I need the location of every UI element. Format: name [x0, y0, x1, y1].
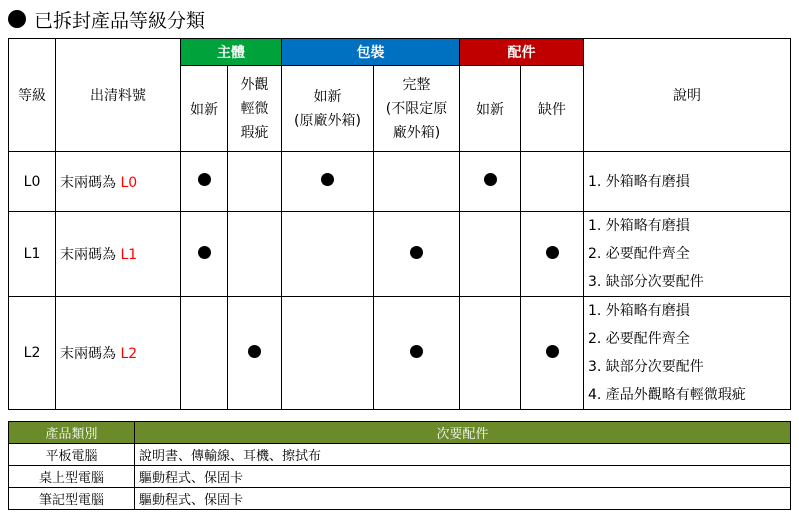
subheader-line: 如新	[313, 88, 342, 105]
desc-cell	[584, 152, 791, 212]
empty-cell	[521, 152, 584, 212]
empty-cell	[228, 212, 282, 297]
desc-line: 3. 缺部分次要配件	[588, 274, 704, 290]
items-cell: 說明書、傳輸線、耳機、擦拭布	[135, 444, 791, 466]
grade-table	[8, 38, 791, 410]
subheader-body-flaw	[228, 66, 282, 152]
items-cell: 驅動程式、保固卡	[135, 488, 791, 510]
table-row	[9, 152, 791, 212]
bullet-dot-icon	[410, 246, 423, 259]
code-cell	[56, 297, 181, 410]
empty-cell	[460, 212, 521, 297]
desc-cell	[584, 212, 791, 297]
bullet-dot-icon	[484, 173, 497, 186]
check-cell	[374, 297, 460, 410]
header-code: 出清料號	[56, 39, 181, 152]
check-cell	[228, 297, 282, 410]
code-suffix: L1	[120, 247, 138, 263]
subheader-package-complete	[374, 66, 460, 152]
empty-cell	[181, 297, 228, 410]
code-suffix: L2	[120, 346, 138, 362]
accessory-header-items: 次要配件	[135, 422, 791, 444]
subheader-accessory-missing: 缺件	[521, 66, 584, 152]
desc-cell	[584, 297, 791, 410]
bullet-dot-icon	[410, 345, 423, 358]
category-cell: 桌上型電腦	[9, 466, 135, 488]
code-prefix: 末兩碼為	[60, 346, 121, 362]
code-suffix: L0	[120, 174, 138, 191]
subheader-accessory-new: 如新	[460, 66, 521, 152]
grade-cell: L0	[9, 152, 56, 212]
subheader-body-new: 如新	[181, 66, 228, 152]
header-desc: 說明	[584, 39, 791, 152]
bullet-dot-icon	[198, 173, 211, 186]
empty-cell	[228, 152, 282, 212]
check-cell	[521, 297, 584, 410]
bullet-dot-icon	[546, 345, 559, 358]
bullet-dot-icon	[546, 246, 559, 259]
page-title	[8, 6, 205, 32]
empty-cell	[374, 152, 460, 212]
header-accessory: 配件	[460, 39, 584, 66]
check-cell	[181, 152, 228, 212]
header-body: 主體	[181, 39, 282, 66]
table-row	[9, 488, 791, 510]
accessory-table	[8, 421, 791, 510]
bullet-icon	[8, 10, 26, 28]
check-cell	[374, 212, 460, 297]
subheader-line: 輕微	[240, 100, 269, 117]
desc-line: 2. 必要配件齊全	[588, 331, 690, 347]
desc-line: 2. 必要配件齊全	[588, 246, 690, 262]
subheader-line: 廠外箱)	[392, 124, 441, 141]
accessory-header-category: 產品類別	[9, 422, 135, 444]
subheader-line: 瑕疵	[240, 124, 269, 141]
category-cell: 平板電腦	[9, 444, 135, 466]
table-row	[9, 212, 791, 297]
check-cell	[521, 212, 584, 297]
empty-cell	[282, 212, 374, 297]
table-row	[9, 297, 791, 410]
bullet-dot-icon	[321, 173, 334, 186]
header-grade: 等級	[9, 39, 56, 152]
table-row	[9, 444, 791, 466]
subheader-line: (原廠外箱)	[294, 112, 361, 129]
desc-line: 1. 外箱略有磨損	[588, 303, 690, 319]
desc-line: 1. 外箱略有磨損	[588, 173, 690, 190]
desc-line: 3. 缺部分次要配件	[588, 359, 704, 375]
empty-cell	[460, 297, 521, 410]
bullet-dot-icon	[248, 345, 261, 358]
code-prefix: 末兩碼為	[60, 174, 121, 191]
code-cell	[56, 212, 181, 297]
code-prefix: 末兩碼為	[60, 247, 121, 263]
subheader-package-new	[282, 66, 374, 152]
subheader-line: 外觀	[240, 76, 269, 93]
category-cell: 筆記型電腦	[9, 488, 135, 510]
desc-line: 1. 外箱略有磨損	[588, 218, 690, 234]
check-cell	[460, 152, 521, 212]
subheader-line: (不限定原	[385, 100, 448, 117]
table-row	[9, 466, 791, 488]
grade-cell: L2	[9, 297, 56, 410]
code-cell	[56, 152, 181, 212]
items-cell: 驅動程式、保固卡	[135, 466, 791, 488]
empty-cell	[282, 297, 374, 410]
grade-cell: L1	[9, 212, 56, 297]
header-package: 包裝	[282, 39, 460, 66]
desc-line: 4. 產品外觀略有輕微瑕疵	[588, 387, 746, 403]
check-cell	[282, 152, 374, 212]
subheader-line: 完整	[402, 76, 431, 93]
bullet-dot-icon	[198, 246, 211, 259]
check-cell	[181, 212, 228, 297]
page-title-text: 已拆封產品等級分類	[34, 9, 206, 32]
